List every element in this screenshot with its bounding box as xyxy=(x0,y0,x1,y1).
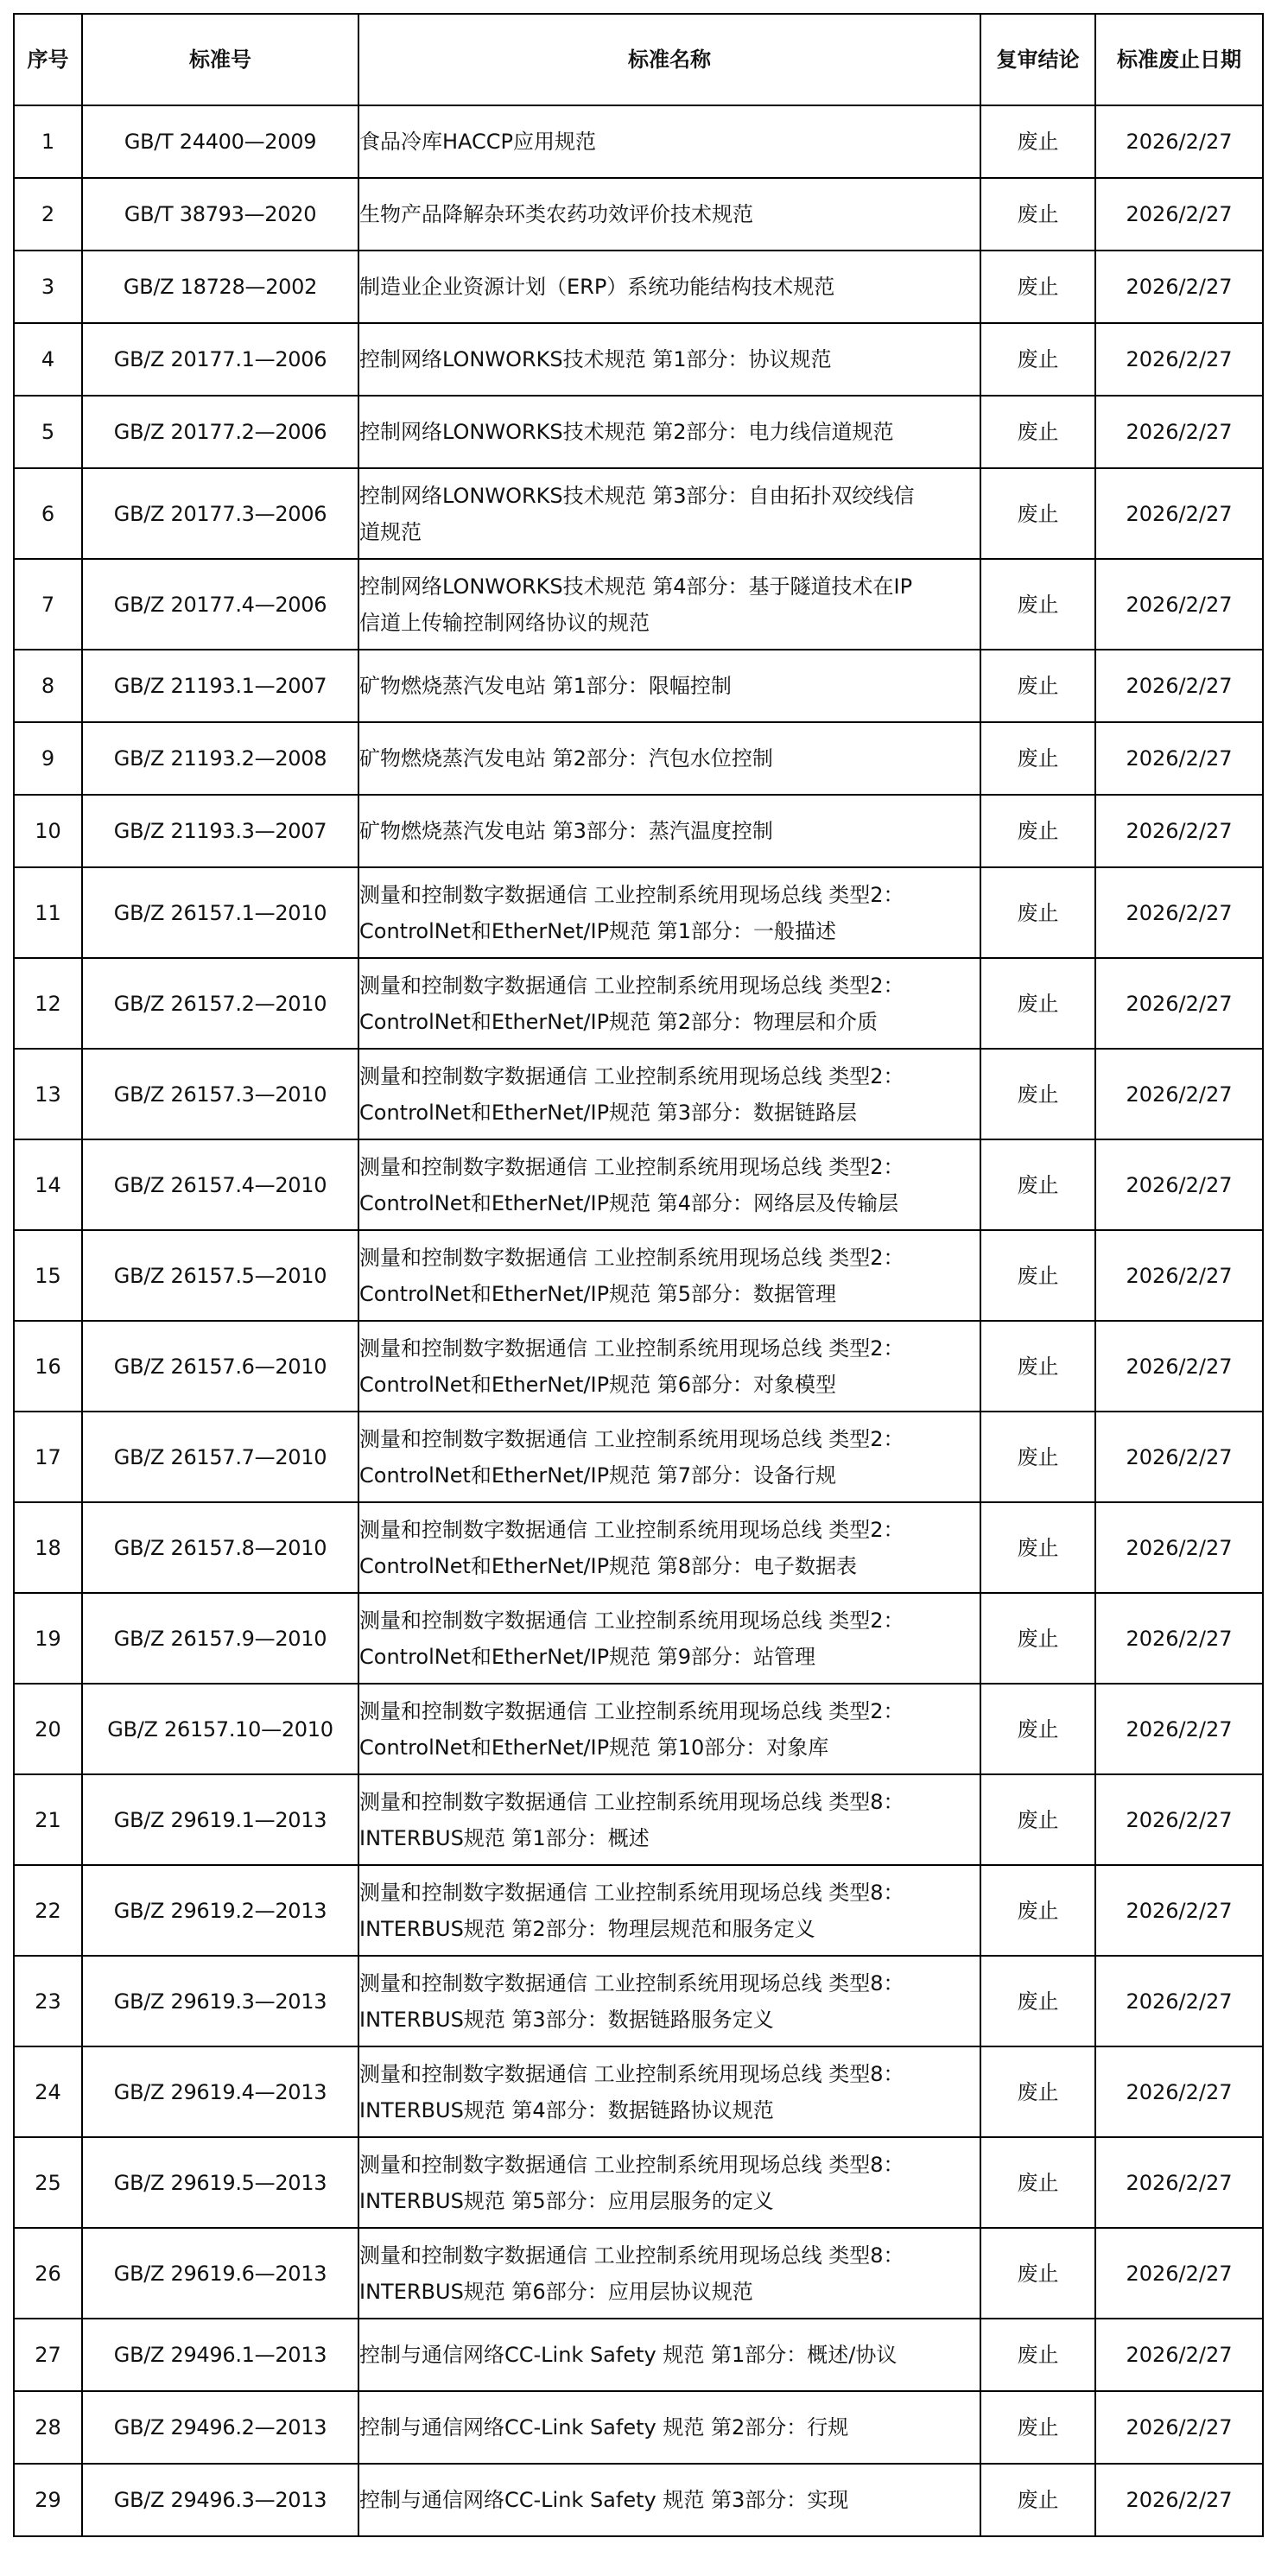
cell-abolish-date: 2026/2/27 xyxy=(1095,396,1263,468)
table-row xyxy=(14,1865,1263,1956)
table-row xyxy=(14,2391,1263,2464)
cell-abolish-date: 2026/2/27 xyxy=(1095,105,1263,178)
cell-seq: 23 xyxy=(14,1956,82,2046)
cell-review-conclusion: 废止 xyxy=(980,867,1095,958)
cell-seq: 20 xyxy=(14,1684,82,1774)
cell-standard-name xyxy=(358,1956,980,2046)
standard-name-line: 测量和控制数字数据通信 工业控制系统用现场总线 类型8： xyxy=(359,1789,904,1814)
cell-standard-code: GB/Z 26157.10—2010 xyxy=(82,1684,358,1774)
standard-name-line: 测量和控制数字数据通信 工业控制系统用现场总线 类型2： xyxy=(359,1426,904,1451)
table-body xyxy=(14,105,1263,2536)
standard-name-line: 测量和控制数字数据通信 工业控制系统用现场总线 类型8： xyxy=(359,1970,904,1995)
standard-name-line: INTERBUS规范 第5部分：应用层服务的定义 xyxy=(359,2188,774,2213)
cell-standard-code: GB/Z 29619.1—2013 xyxy=(82,1774,358,1865)
cell-standard-name xyxy=(358,1049,980,1139)
standard-name-line: 矿物燃烧蒸汽发电站 第1部分：限幅控制 xyxy=(359,674,732,698)
cell-abolish-date: 2026/2/27 xyxy=(1095,1049,1263,1139)
cell-standard-name xyxy=(358,1502,980,1593)
standard-name-line: 控制网络LONWORKS技术规范 第2部分：电力线信道规范 xyxy=(359,420,894,444)
cell-review-conclusion: 废止 xyxy=(980,650,1095,722)
standard-name-line: 测量和控制数字数据通信 工业控制系统用现场总线 类型2： xyxy=(359,1154,904,1179)
cell-standard-name xyxy=(358,1865,980,1956)
cell-standard-name xyxy=(358,1321,980,1412)
cell-seq: 29 xyxy=(14,2464,82,2536)
cell-standard-name xyxy=(358,323,980,396)
cell-seq: 6 xyxy=(14,468,82,559)
table-row xyxy=(14,1593,1263,1684)
cell-seq: 25 xyxy=(14,2137,82,2228)
header-standard-name: 标准名称 xyxy=(358,14,980,105)
cell-review-conclusion: 废止 xyxy=(980,468,1095,559)
cell-standard-code: GB/Z 20177.1—2006 xyxy=(82,323,358,396)
cell-standard-code: GB/Z 26157.1—2010 xyxy=(82,867,358,958)
cell-review-conclusion: 废止 xyxy=(980,251,1095,323)
cell-review-conclusion: 废止 xyxy=(980,1139,1095,1230)
cell-seq: 22 xyxy=(14,1865,82,1956)
cell-abolish-date: 2026/2/27 xyxy=(1095,722,1263,795)
table-row xyxy=(14,2046,1263,2137)
standard-name-line: 测量和控制数字数据通信 工业控制系统用现场总线 类型8： xyxy=(359,2152,904,2177)
table-row xyxy=(14,795,1263,867)
cell-standard-name xyxy=(358,396,980,468)
table-row xyxy=(14,323,1263,396)
standard-name-line: 测量和控制数字数据通信 工业控制系统用现场总线 类型2： xyxy=(359,1698,904,1723)
cell-review-conclusion: 废止 xyxy=(980,105,1095,178)
cell-review-conclusion: 废止 xyxy=(980,323,1095,396)
cell-review-conclusion: 废止 xyxy=(980,722,1095,795)
cell-standard-code: GB/Z 29619.2—2013 xyxy=(82,1865,358,1956)
cell-seq: 17 xyxy=(14,1412,82,1502)
standard-name-line: 控制与通信网络CC-Link Safety 规范 第1部分：概述/协议 xyxy=(359,2343,898,2367)
standard-name-line: 食品冷库HACCP应用规范 xyxy=(359,130,597,154)
table-row xyxy=(14,958,1263,1049)
cell-abolish-date: 2026/2/27 xyxy=(1095,1865,1263,1956)
cell-standard-name xyxy=(358,1684,980,1774)
cell-standard-code: GB/Z 26157.7—2010 xyxy=(82,1412,358,1502)
cell-seq: 16 xyxy=(14,1321,82,1412)
table-row xyxy=(14,2464,1263,2536)
cell-standard-name xyxy=(358,468,980,559)
cell-review-conclusion: 废止 xyxy=(980,1593,1095,1684)
cell-standard-code: GB/Z 26157.6—2010 xyxy=(82,1321,358,1412)
cell-standard-code: GB/Z 29496.1—2013 xyxy=(82,2319,358,2391)
table-row xyxy=(14,867,1263,958)
table-row xyxy=(14,1139,1263,1230)
cell-standard-code: GB/Z 21193.3—2007 xyxy=(82,795,358,867)
cell-review-conclusion: 废止 xyxy=(980,2464,1095,2536)
cell-review-conclusion: 废止 xyxy=(980,1774,1095,1865)
standard-name-line: 生物产品降解杂环类农药功效评价技术规范 xyxy=(359,202,753,226)
cell-abolish-date: 2026/2/27 xyxy=(1095,559,1263,650)
cell-standard-name xyxy=(358,795,980,867)
cell-standard-code: GB/T 38793—2020 xyxy=(82,178,358,251)
cell-review-conclusion: 废止 xyxy=(980,2046,1095,2137)
table-row xyxy=(14,1321,1263,1412)
standard-name-line: 测量和控制数字数据通信 工业控制系统用现场总线 类型2： xyxy=(359,1336,904,1361)
cell-seq: 21 xyxy=(14,1774,82,1865)
cell-standard-code: GB/Z 29619.3—2013 xyxy=(82,1956,358,2046)
cell-abolish-date: 2026/2/27 xyxy=(1095,323,1263,396)
cell-review-conclusion: 废止 xyxy=(980,1321,1095,1412)
cell-standard-code: GB/Z 29619.5—2013 xyxy=(82,2137,358,2228)
standard-name-line: ControlNet和EtherNet/IP规范 第5部分：数据管理 xyxy=(359,1281,836,1306)
cell-seq: 5 xyxy=(14,396,82,468)
table-header xyxy=(14,14,1263,105)
standard-name-line: INTERBUS规范 第4部分：数据链路协议规范 xyxy=(359,2097,774,2122)
cell-review-conclusion: 废止 xyxy=(980,396,1095,468)
standard-name-line: INTERBUS规范 第2部分：物理层规范和服务定义 xyxy=(359,1916,815,1941)
table-row xyxy=(14,2228,1263,2319)
table-row xyxy=(14,559,1263,650)
standard-name-line: 矿物燃烧蒸汽发电站 第3部分：蒸汽温度控制 xyxy=(359,819,773,843)
cell-standard-name xyxy=(358,1230,980,1321)
cell-seq: 14 xyxy=(14,1139,82,1230)
standard-name-line: INTERBUS规范 第3部分：数据链路服务定义 xyxy=(359,2007,774,2032)
cell-seq: 8 xyxy=(14,650,82,722)
cell-standard-code: GB/Z 26157.8—2010 xyxy=(82,1502,358,1593)
cell-review-conclusion: 废止 xyxy=(980,1684,1095,1774)
standard-name-line: 测量和控制数字数据通信 工业控制系统用现场总线 类型2： xyxy=(359,973,904,998)
cell-abolish-date: 2026/2/27 xyxy=(1095,251,1263,323)
table-row xyxy=(14,1049,1263,1139)
cell-standard-name xyxy=(358,251,980,323)
header-standard-code: 标准号 xyxy=(82,14,358,105)
cell-abolish-date: 2026/2/27 xyxy=(1095,1956,1263,2046)
cell-standard-name xyxy=(358,1774,980,1865)
cell-standard-code: GB/Z 26157.3—2010 xyxy=(82,1049,358,1139)
table-row xyxy=(14,1230,1263,1321)
cell-seq: 19 xyxy=(14,1593,82,1684)
cell-standard-name xyxy=(358,2228,980,2319)
cell-standard-name xyxy=(358,1593,980,1684)
cell-abolish-date: 2026/2/27 xyxy=(1095,650,1263,722)
cell-standard-code: GB/Z 18728—2002 xyxy=(82,251,358,323)
standard-name-line: ControlNet和EtherNet/IP规范 第7部分：设备行规 xyxy=(359,1462,836,1488)
cell-seq: 15 xyxy=(14,1230,82,1321)
cell-standard-code: GB/Z 26157.5—2010 xyxy=(82,1230,358,1321)
cell-standard-name xyxy=(358,722,980,795)
cell-standard-name xyxy=(358,1412,980,1502)
standards-review-sheet xyxy=(13,13,1262,2537)
standard-name-line: 控制网络LONWORKS技术规范 第4部分：基于隧道技术在IP xyxy=(359,574,913,599)
cell-standard-code: GB/Z 29496.2—2013 xyxy=(82,2391,358,2464)
cell-abolish-date: 2026/2/27 xyxy=(1095,1593,1263,1684)
header-row xyxy=(14,14,1263,105)
table-row xyxy=(14,396,1263,468)
standard-name-line: 制造业企业资源计划（ERP）系统功能结构技术规范 xyxy=(359,275,835,299)
table-row xyxy=(14,2137,1263,2228)
standard-name-line: INTERBUS规范 第6部分：应用层协议规范 xyxy=(359,2279,753,2304)
standard-name-line: ControlNet和EtherNet/IP规范 第2部分：物理层和介质 xyxy=(359,1009,878,1034)
cell-standard-name xyxy=(358,178,980,251)
cell-seq: 3 xyxy=(14,251,82,323)
cell-standard-code: GB/Z 21193.1—2007 xyxy=(82,650,358,722)
cell-abolish-date: 2026/2/27 xyxy=(1095,867,1263,958)
cell-abolish-date: 2026/2/27 xyxy=(1095,795,1263,867)
cell-standard-name xyxy=(358,958,980,1049)
cell-review-conclusion: 废止 xyxy=(980,2137,1095,2228)
cell-standard-code: GB/Z 26157.2—2010 xyxy=(82,958,358,1049)
cell-standard-code: GB/T 24400—2009 xyxy=(82,105,358,178)
cell-standard-name xyxy=(358,105,980,178)
cell-seq: 26 xyxy=(14,2228,82,2319)
standard-name-line: 测量和控制数字数据通信 工业控制系统用现场总线 类型2： xyxy=(359,1245,904,1270)
standard-name-line: 信道上传输控制网络协议的规范 xyxy=(359,610,650,635)
standard-name-line: 测量和控制数字数据通信 工业控制系统用现场总线 类型2： xyxy=(359,1517,904,1542)
cell-standard-code: GB/Z 29496.3—2013 xyxy=(82,2464,358,2536)
cell-seq: 10 xyxy=(14,795,82,867)
standard-name-line: ControlNet和EtherNet/IP规范 第9部分：站管理 xyxy=(359,1644,815,1669)
cell-seq: 2 xyxy=(14,178,82,251)
cell-abolish-date: 2026/2/27 xyxy=(1095,2046,1263,2137)
cell-standard-name xyxy=(358,559,980,650)
cell-standard-code: GB/Z 20177.3—2006 xyxy=(82,468,358,559)
cell-seq: 13 xyxy=(14,1049,82,1139)
table-row xyxy=(14,105,1263,178)
cell-abolish-date: 2026/2/27 xyxy=(1095,468,1263,559)
standard-name-line: 道规范 xyxy=(359,519,422,544)
standard-name-line: 测量和控制数字数据通信 工业控制系统用现场总线 类型8： xyxy=(359,1880,904,1905)
cell-review-conclusion: 废止 xyxy=(980,1956,1095,2046)
cell-standard-code: GB/Z 21193.2—2008 xyxy=(82,722,358,795)
standard-name-line: 测量和控制数字数据通信 工业控制系统用现场总线 类型2： xyxy=(359,882,904,907)
cell-abolish-date: 2026/2/27 xyxy=(1095,1139,1263,1230)
standard-name-line: 控制与通信网络CC-Link Safety 规范 第2部分：行规 xyxy=(359,2415,849,2440)
cell-seq: 9 xyxy=(14,722,82,795)
standard-name-line: INTERBUS规范 第1部分：概述 xyxy=(359,1825,650,1850)
table-row xyxy=(14,1412,1263,1502)
standard-name-line: 矿物燃烧蒸汽发电站 第2部分：汽包水位控制 xyxy=(359,746,773,771)
cell-standard-code: GB/Z 26157.4—2010 xyxy=(82,1139,358,1230)
standard-name-line: ControlNet和EtherNet/IP规范 第8部分：电子数据表 xyxy=(359,1553,857,1578)
cell-review-conclusion: 废止 xyxy=(980,1502,1095,1593)
header-review-conclusion: 复审结论 xyxy=(980,14,1095,105)
standard-name-line: 控制网络LONWORKS技术规范 第1部分：协议规范 xyxy=(359,347,832,371)
cell-standard-code: GB/Z 29619.4—2013 xyxy=(82,2046,358,2137)
cell-abolish-date: 2026/2/27 xyxy=(1095,1412,1263,1502)
cell-seq: 1 xyxy=(14,105,82,178)
standard-name-line: ControlNet和EtherNet/IP规范 第10部分：对象库 xyxy=(359,1735,829,1760)
cell-seq: 4 xyxy=(14,323,82,396)
cell-abolish-date: 2026/2/27 xyxy=(1095,2319,1263,2391)
cell-abolish-date: 2026/2/27 xyxy=(1095,2391,1263,2464)
cell-standard-code: GB/Z 26157.9—2010 xyxy=(82,1593,358,1684)
cell-review-conclusion: 废止 xyxy=(980,958,1095,1049)
cell-abolish-date: 2026/2/27 xyxy=(1095,1321,1263,1412)
cell-seq: 12 xyxy=(14,958,82,1049)
table-row xyxy=(14,1956,1263,2046)
table-row xyxy=(14,650,1263,722)
cell-standard-code: GB/Z 20177.2—2006 xyxy=(82,396,358,468)
cell-abolish-date: 2026/2/27 xyxy=(1095,958,1263,1049)
cell-standard-name xyxy=(358,2464,980,2536)
cell-review-conclusion: 废止 xyxy=(980,795,1095,867)
table-row xyxy=(14,251,1263,323)
cell-abolish-date: 2026/2/27 xyxy=(1095,1774,1263,1865)
cell-seq: 28 xyxy=(14,2391,82,2464)
table-row xyxy=(14,1684,1263,1774)
cell-standard-code: GB/Z 29619.6—2013 xyxy=(82,2228,358,2319)
cell-review-conclusion: 废止 xyxy=(980,2319,1095,2391)
header-abolish-date: 标准废止日期 xyxy=(1095,14,1263,105)
cell-standard-name xyxy=(358,867,980,958)
table-row xyxy=(14,178,1263,251)
cell-seq: 11 xyxy=(14,867,82,958)
cell-standard-code: GB/Z 20177.4—2006 xyxy=(82,559,358,650)
cell-seq: 27 xyxy=(14,2319,82,2391)
table-row xyxy=(14,468,1263,559)
cell-review-conclusion: 废止 xyxy=(980,1412,1095,1502)
standard-name-line: ControlNet和EtherNet/IP规范 第3部分：数据链路层 xyxy=(359,1100,857,1125)
table-row xyxy=(14,1774,1263,1865)
cell-standard-name xyxy=(358,2391,980,2464)
cell-standard-name xyxy=(358,2046,980,2137)
standard-name-line: 控制与通信网络CC-Link Safety 规范 第3部分：实现 xyxy=(359,2488,849,2512)
cell-abolish-date: 2026/2/27 xyxy=(1095,2137,1263,2228)
cell-review-conclusion: 废止 xyxy=(980,559,1095,650)
table-row xyxy=(14,1502,1263,1593)
table-row xyxy=(14,722,1263,795)
standard-name-line: 测量和控制数字数据通信 工业控制系统用现场总线 类型8： xyxy=(359,2243,904,2268)
cell-abolish-date: 2026/2/27 xyxy=(1095,1502,1263,1593)
cell-review-conclusion: 废止 xyxy=(980,2391,1095,2464)
cell-abolish-date: 2026/2/27 xyxy=(1095,2464,1263,2536)
cell-standard-name xyxy=(358,1139,980,1230)
standard-name-line: ControlNet和EtherNet/IP规范 第1部分：一般描述 xyxy=(359,918,836,943)
abolished-standards-table xyxy=(13,13,1264,2537)
standard-name-line: 控制网络LONWORKS技术规范 第3部分：自由拓扑双绞线信 xyxy=(359,483,915,508)
standard-name-line: ControlNet和EtherNet/IP规范 第6部分：对象模型 xyxy=(359,1372,836,1397)
table-row xyxy=(14,2319,1263,2391)
header-seq: 序号 xyxy=(14,14,82,105)
standard-name-line: 测量和控制数字数据通信 工业控制系统用现场总线 类型2： xyxy=(359,1608,904,1633)
standard-name-line: 测量和控制数字数据通信 工业控制系统用现场总线 类型2： xyxy=(359,1063,904,1088)
cell-standard-name xyxy=(358,650,980,722)
cell-abolish-date: 2026/2/27 xyxy=(1095,2228,1263,2319)
cell-abolish-date: 2026/2/27 xyxy=(1095,1684,1263,1774)
cell-seq: 24 xyxy=(14,2046,82,2137)
standard-name-line: 测量和控制数字数据通信 工业控制系统用现场总线 类型8： xyxy=(359,2061,904,2086)
cell-seq: 18 xyxy=(14,1502,82,1593)
cell-review-conclusion: 废止 xyxy=(980,2228,1095,2319)
cell-review-conclusion: 废止 xyxy=(980,1865,1095,1956)
cell-abolish-date: 2026/2/27 xyxy=(1095,178,1263,251)
cell-standard-name xyxy=(358,2319,980,2391)
cell-review-conclusion: 废止 xyxy=(980,1230,1095,1321)
cell-abolish-date: 2026/2/27 xyxy=(1095,1230,1263,1321)
cell-review-conclusion: 废止 xyxy=(980,178,1095,251)
cell-standard-name xyxy=(358,2137,980,2228)
cell-review-conclusion: 废止 xyxy=(980,1049,1095,1139)
cell-seq: 7 xyxy=(14,559,82,650)
standard-name-line: ControlNet和EtherNet/IP规范 第4部分：网络层及传输层 xyxy=(359,1190,898,1215)
